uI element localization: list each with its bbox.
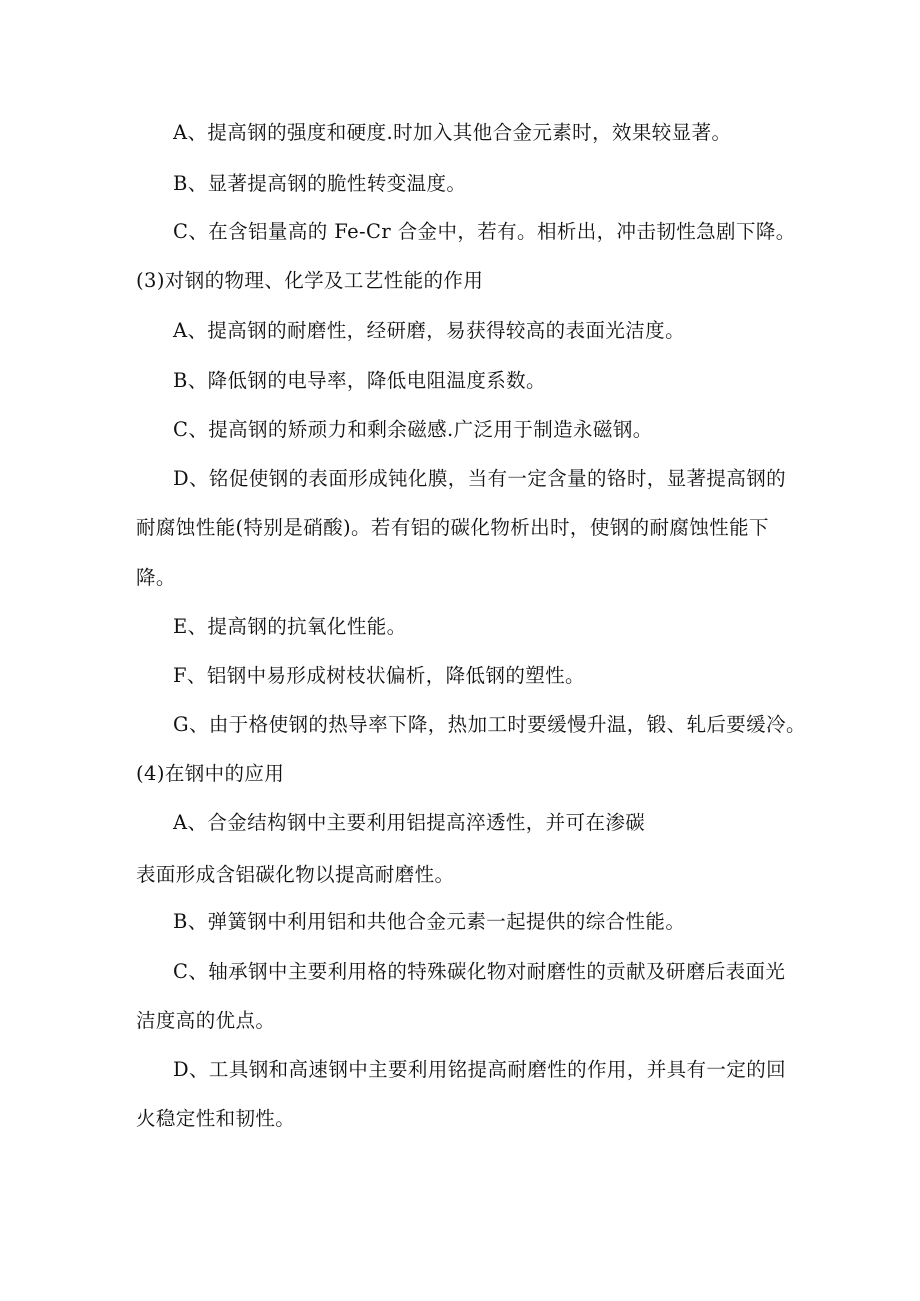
text-line-item-a-strength: A、提高钢的强度和硬度.时加入其他合金元素时，效果较显著。: [173, 121, 732, 144]
text-line-item-g-thermal: G、由于格使钢的热导率下降，热加工时要缓慢升温，锻、轧后要缓冷。: [173, 713, 806, 736]
text-line-item-f-segregation: F、铝钢中易形成树枝状偏析，降低钢的塑性。: [173, 664, 585, 687]
text-line-item-b-brittleness: B、显著提高钢的脆性转变温度。: [173, 172, 467, 195]
text-line-item-a-structural: A、合金结构钢中主要利用铝提高淬透性，并可在渗碳: [173, 811, 646, 834]
text-line-item-a-wear: A、提高钢的耐磨性，经研磨，易获得较高的表面光洁度。: [173, 319, 685, 342]
text-line-item-b-conductivity: B、降低钢的电导率，降低电阻温度系数。: [173, 369, 546, 392]
text-line-item-d-tool-steel: D、工具钢和高速钢中主要利用铭提高耐磨性的作用，并具有一定的回: [173, 1058, 787, 1081]
text-line-item-c-fe-cr: C、在含铝量高的 Fe-Cr 合金中，若有。相析出，冲击韧性急剧下降。: [173, 220, 796, 243]
text-line-item-c-bearing: C、轴承钢中主要利用格的特殊碳化物对耐磨性的贡献及研磨后表面光: [173, 960, 786, 983]
text-line-item-e-oxidation: E、提高钢的抗氧化性能。: [173, 615, 407, 638]
section-heading-4: (4)在钢中的应用: [136, 762, 285, 785]
text-line-item-a-continued: 表面形成含铝碳化物以提高耐磨性。: [136, 863, 455, 886]
text-line-item-c-coercivity: C、提高钢的矫顽力和剩余磁感.广泛用于制造永磁钢。: [173, 418, 653, 441]
text-line-item-c-continued: 洁度高的优点。: [136, 1009, 276, 1032]
text-line-item-d-passivation: D、铭促使钢的表面形成钝化膜，当有一定含量的铬时，显著提高钢的: [173, 467, 787, 490]
text-line-item-d-tool-continued: 火稳定性和韧性。: [136, 1107, 296, 1130]
section-heading-3: (3)对钢的物理、化学及工艺性能的作用: [136, 269, 484, 292]
text-line-item-d-continued-1: 耐腐蚀性能(特别是硝酸)。若有铝的碳化物析出时，使钢的耐腐蚀性能下: [136, 516, 769, 539]
text-line-item-b-spring: B、弹簧钢中利用铝和共他合金元素一起提供的综合性能。: [173, 910, 686, 933]
text-line-item-d-continued-2: 降。: [136, 566, 176, 589]
